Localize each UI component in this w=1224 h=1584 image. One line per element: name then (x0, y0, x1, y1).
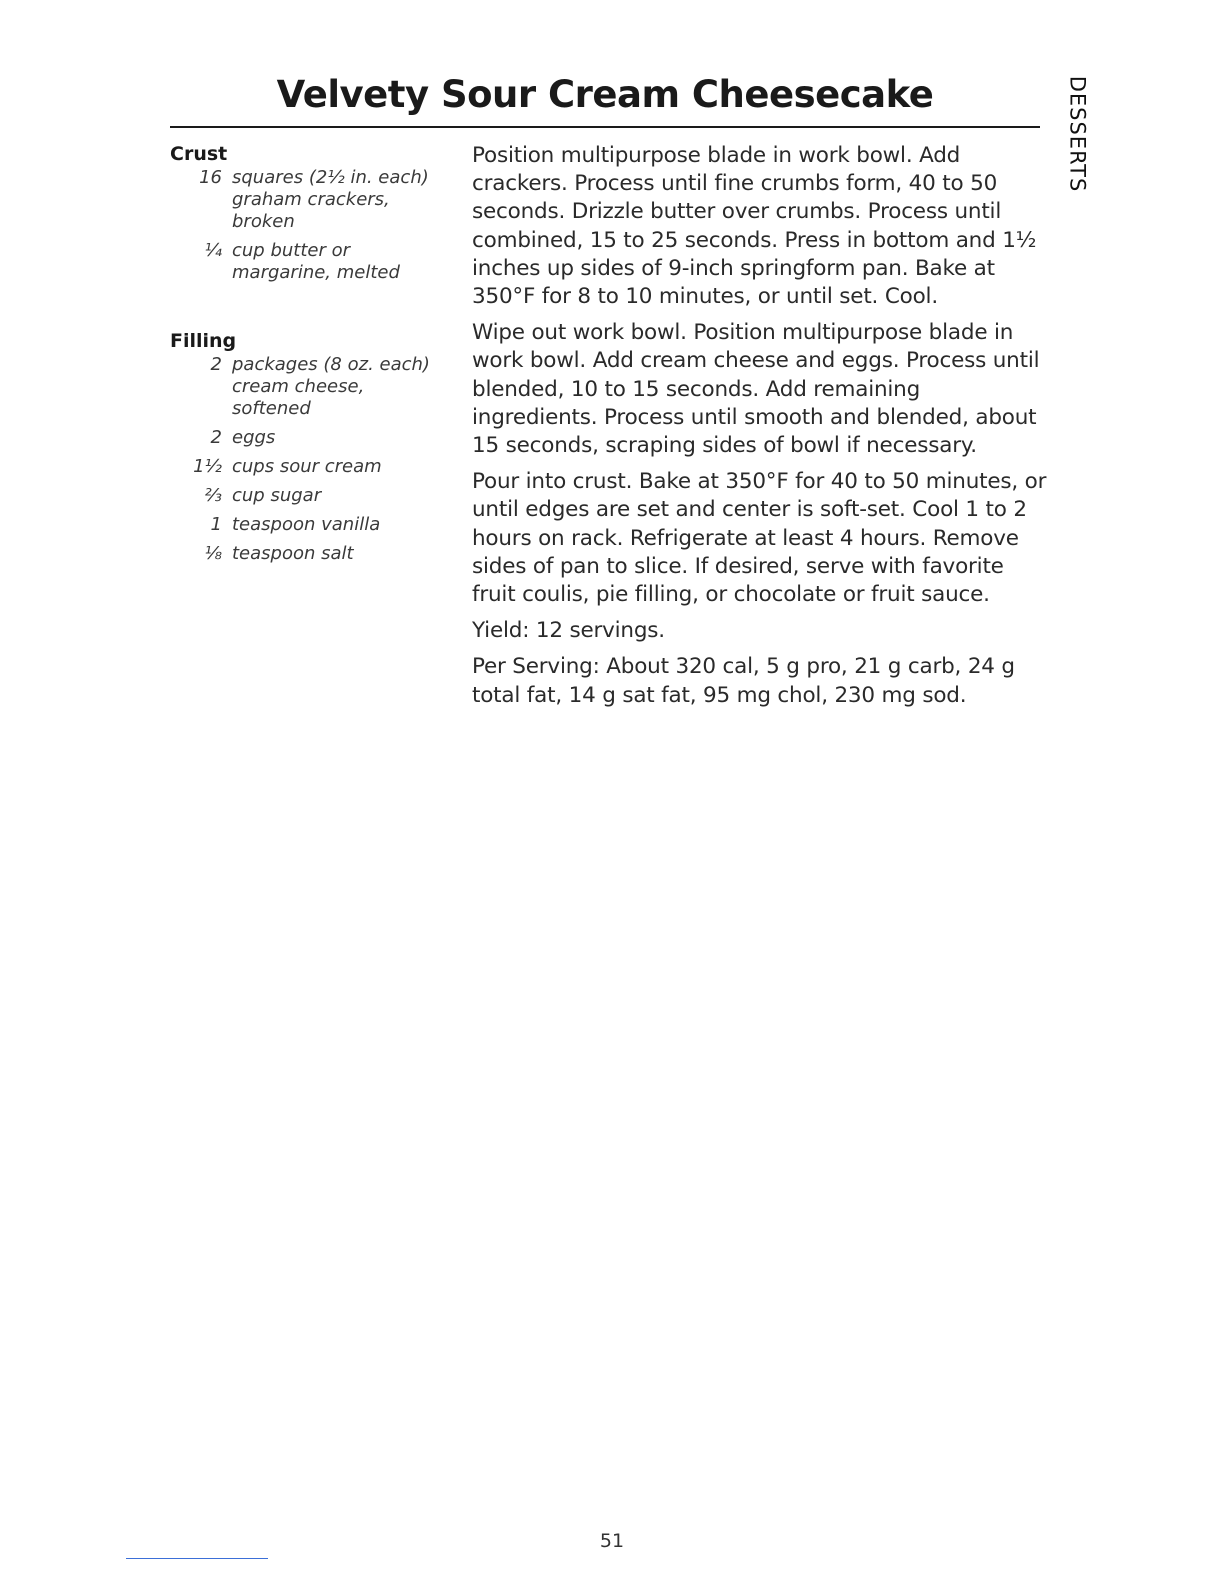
direction-paragraph: Pour into crust. Bake at 350°F for 40 to 50 minutes, or until edges are set and center is soft-set. Cool 1 to 2 hours on rack. Refrigerate at least 4 hours. Remove sides of pan to slice. If desired, serve with favorite fruit coulis, pie filling, or chocolate or fruit sauce. (472, 469, 1047, 608)
yield-text: Yield: 12 servings. (472, 618, 665, 644)
ingredient-item (170, 354, 450, 420)
footer-divider (126, 1558, 268, 1559)
direction-paragraph: Position multipurpose blade in work bowl. Add crackers. Process until fine crumbs form, 40 to 50 seconds. Drizzle butter over crumbs. Process until combined, 15 to 25 seconds. Press in bottom and 1½ inches up sides of 9-inch springform pan. Bake at 350°F for 8 to 10 minutes, or until set. Cool. (472, 143, 1037, 310)
ingredient-quantity: 16 (199, 167, 222, 188)
ingredient-item (170, 456, 450, 478)
ingredient-quantity: 1½ (193, 456, 222, 477)
section-tab-label: DESSERTS (1065, 75, 1089, 193)
ingredient-quantity: 1 (210, 514, 222, 535)
ingredient-description: packages (8 oz. each) cream cheese, softened (232, 354, 430, 419)
ingredient-quantity: 2 (210, 354, 222, 375)
ingredient-description: cups sour cream (232, 456, 382, 477)
directions-column (472, 142, 1047, 718)
filling-heading: Filling (170, 330, 237, 352)
ingredients-column (170, 141, 450, 572)
ingredient-description: eggs (232, 427, 276, 448)
ingredient-description: cup sugar (232, 485, 322, 506)
direction-paragraph: Wipe out work bowl. Position multipurpose blade in work bowl. Add cream cheese and eggs. Process until blended, 10 to 15 seconds. Add remaining ingredients. Process until smooth and blended, about 15 seconds, scraping sides of bowl if necessary. (472, 320, 1040, 459)
ingredient-description: squares (2½ in. each) graham crackers, broken (232, 167, 429, 232)
ingredient-item (170, 240, 450, 284)
nutrition-text: Per Serving: About 320 cal, 5 g pro, 21 g carb, 24 g total fat, 14 g sat fat, 95 mg chol, 230 mg sod. (472, 654, 1015, 708)
page-number: 51 (599, 1530, 625, 1552)
title-divider (170, 126, 1040, 128)
ingredient-quantity: ⅔ (204, 485, 222, 506)
section-tab (1062, 75, 1092, 193)
ingredient-item (170, 485, 450, 507)
crust-heading: Crust (170, 143, 228, 165)
ingredient-description: teaspoon salt (232, 543, 354, 564)
ingredient-quantity: ¼ (204, 240, 222, 261)
ingredient-item (170, 514, 450, 536)
ingredient-quantity: ⅛ (204, 543, 222, 564)
ingredient-item (170, 167, 450, 233)
ingredient-quantity: 2 (210, 427, 222, 448)
ingredient-item (170, 427, 450, 449)
ingredient-item (170, 543, 450, 565)
ingredient-description: cup butter or margarine, melted (232, 240, 400, 283)
ingredient-description: teaspoon vanilla (232, 514, 381, 535)
recipe-title: Velvety Sour Cream Cheesecake (276, 73, 934, 116)
